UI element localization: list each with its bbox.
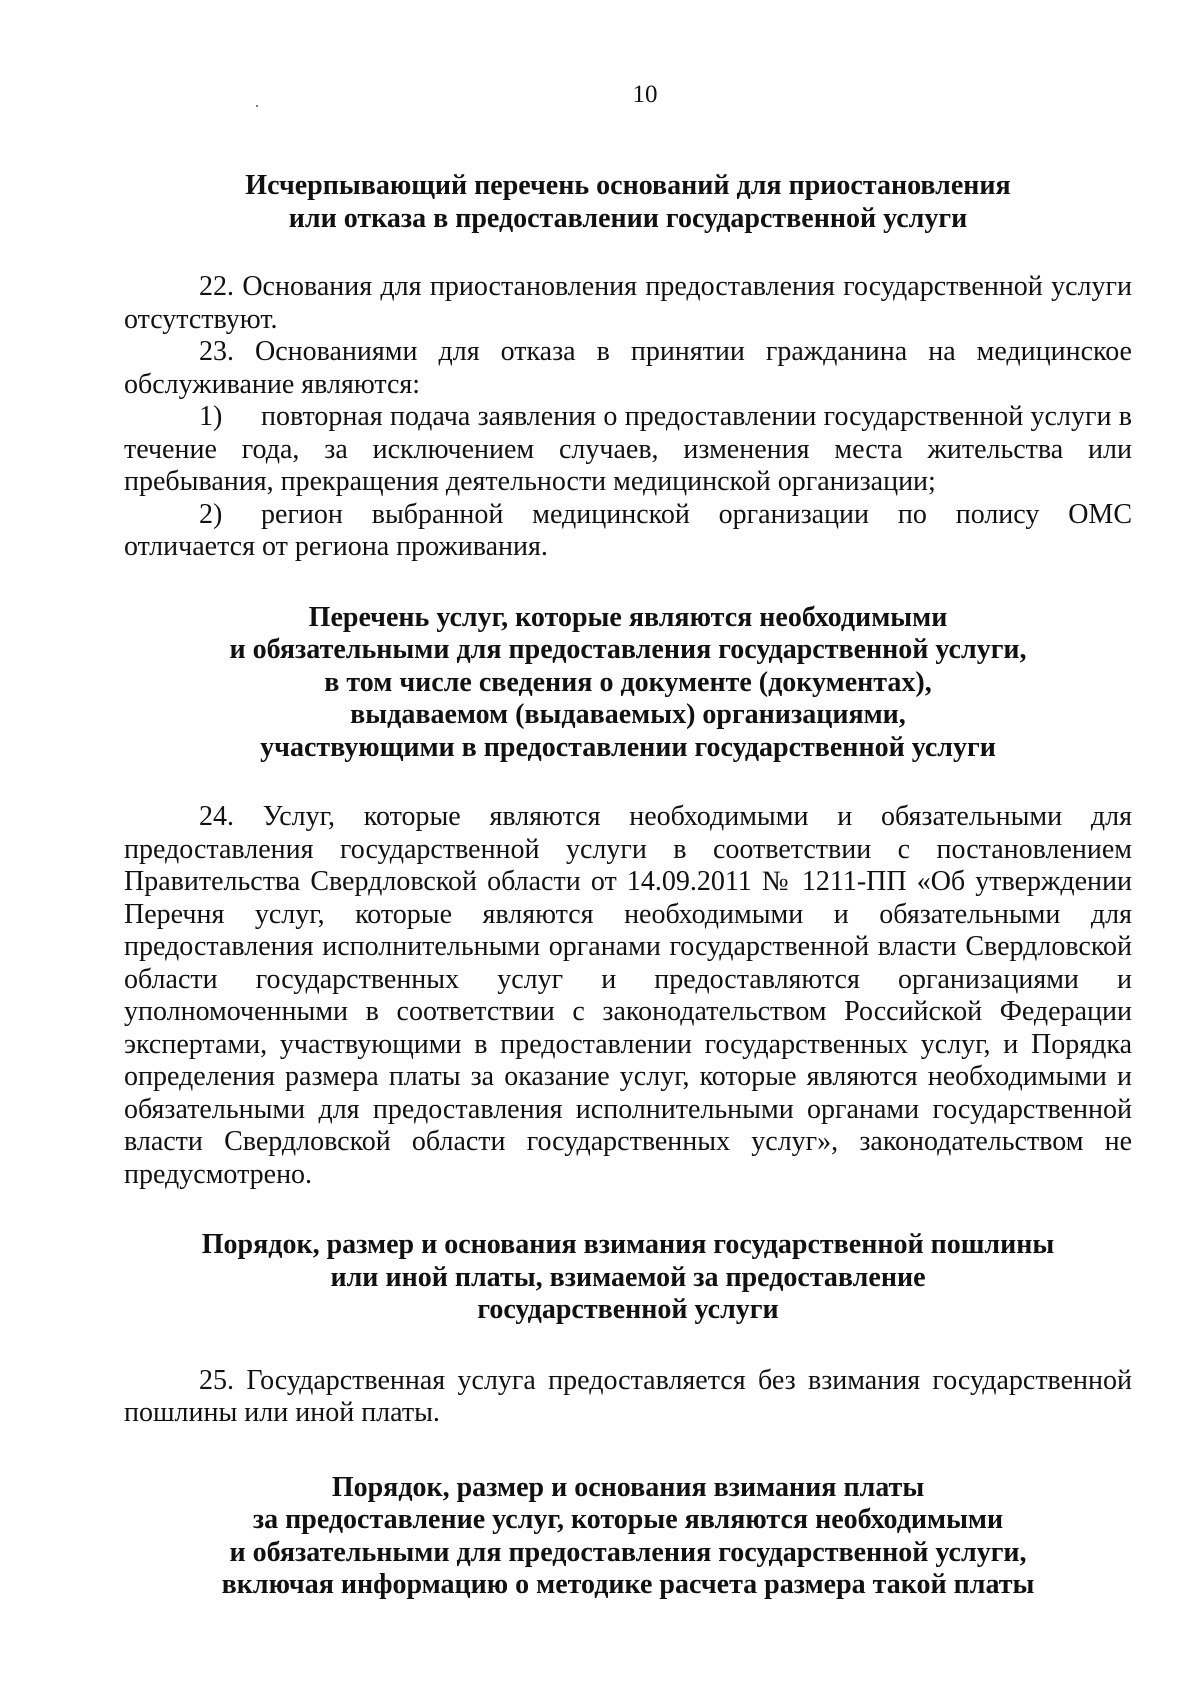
section-heading-refusal-grounds	[124, 170, 1132, 235]
heading-line: Перечень услуг, которые являются необходимыми	[308, 601, 948, 633]
heading-line: в том числе сведения о документе (документах),	[324, 666, 932, 698]
heading-line: участвующими в предоставлении государственной услуги	[260, 731, 996, 763]
section-heading-payment-for-services	[124, 1472, 1132, 1602]
page-number: 10	[632, 81, 658, 108]
heading-line: или отказа в предоставлении государственной услуги	[288, 202, 968, 234]
list-item-2	[124, 499, 1132, 564]
paragraph-23: 23. Основаниями для отказа в принятии гражданина на медицинское обслуживание являются:	[124, 336, 1132, 400]
scan-speck	[256, 105, 258, 107]
heading-line: выдаваемом (выдаваемых) организациями,	[350, 699, 906, 730]
heading-line: и обязательными для предоставления государственной услуги,	[229, 634, 1027, 665]
paragraph-22: 22. Основания для приостановления предоставления государственной услуги отсутствуют.	[124, 271, 1132, 335]
heading-line: Порядок, размер и основания взимания государственной пошлины	[201, 1229, 1055, 1260]
list-item-1	[124, 401, 1132, 499]
heading-line: за предоставление услуг, которые являются необходимыми	[252, 1504, 1004, 1535]
heading-line: или иной платы, взимаемой за предоставление	[330, 1261, 926, 1293]
section-heading-state-fee	[124, 1229, 1132, 1327]
list-item-text: регион выбранной медицинской организации по полису ОМС отличается от региона проживания.	[124, 498, 1132, 562]
document-body	[124, 170, 1132, 1602]
heading-line: и обязательными для предоставления государственной услуги,	[229, 1536, 1027, 1568]
heading-line: Порядок, размер и основания взимания платы	[331, 1471, 925, 1503]
list-item-number: 1)	[199, 401, 223, 432]
heading-line: государственной услуги	[477, 1294, 779, 1325]
heading-line: Исчерпывающий перечень оснований для приостановления	[245, 170, 1011, 201]
heading-line: включая информацию о методике расчета размера такой платы	[221, 1569, 1035, 1600]
list-item-text: повторная подача заявления о предоставлении государственной услуги в течение года, за исключением случаев, изменения места жительства или пребывания, прекращения деятельности медицинской организации;	[124, 401, 1132, 497]
section-heading-required-services	[124, 602, 1132, 765]
paragraph-25: 25. Государственная услуга предоставляется без взимания государственной пошлины или иной платы.	[124, 1364, 1132, 1428]
list-item-number: 2)	[199, 498, 223, 530]
paragraph-24: 24. Услуг, которые являются необходимыми и обязательными для предоставления государственной услуги в соответствии с постановлением Правительства Свердловской области от 14.09.2011 № 1211-ПП «Об утверждении Перечня услуг, которые являются необходимыми и обязательными для предоставления исполнительными органами государственной власти Свердловской области государственных услуг и предоставляются организациями и уполномоченными в соответствии с законодательством Российской Федерации экспертами, участвующими в предоставлении государственных услуг, и Порядка определения размера платы за оказание услуг, которые являются необходимыми и обязательными для предоставления исполнительными органами государственной власти Свердловской области государственных услуг», законодательством не предусмотрено.	[124, 801, 1132, 1190]
